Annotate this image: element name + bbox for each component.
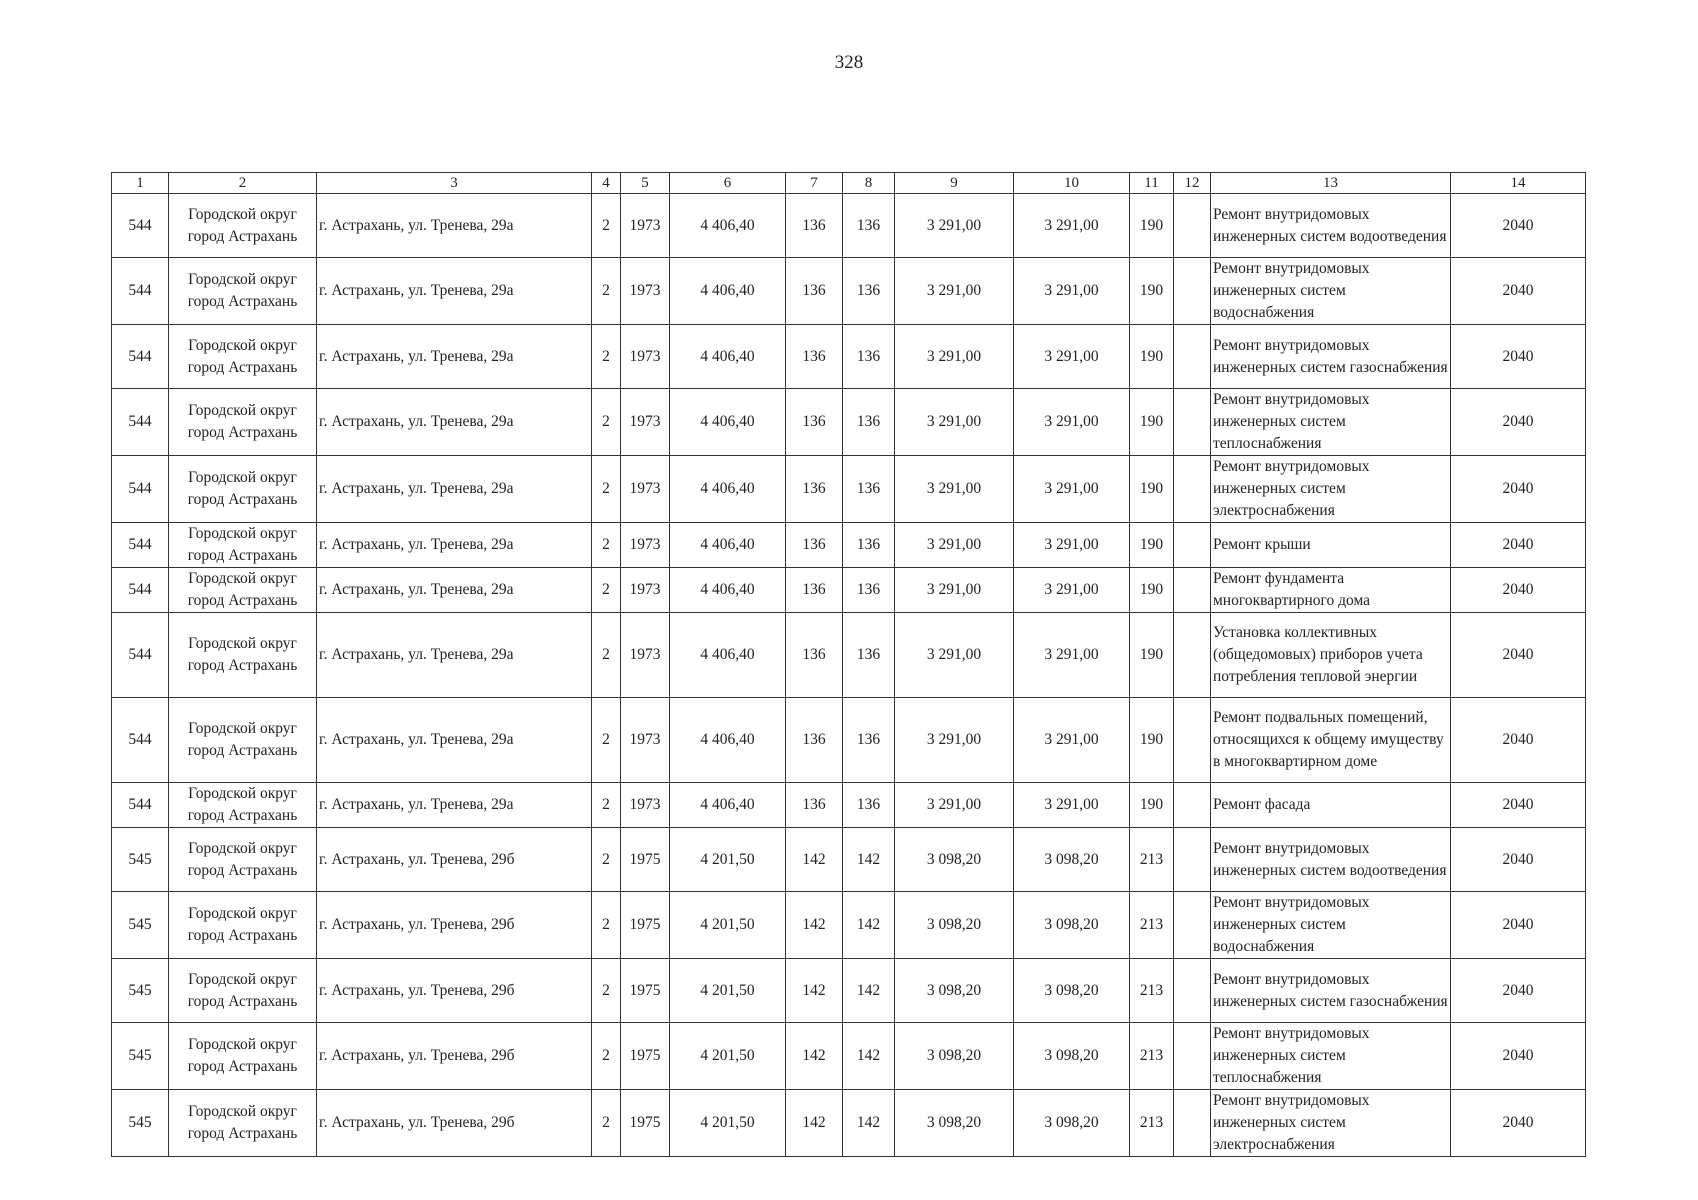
- col8-cell: 136: [843, 523, 895, 568]
- row-number-cell: 544: [112, 456, 169, 523]
- col11-cell: 213: [1130, 1023, 1174, 1090]
- address-cell: г. Астрахань, ул. Тренева, 29а: [317, 258, 592, 325]
- col12-cell: [1174, 194, 1211, 258]
- period-cell: 2040: [1451, 568, 1586, 613]
- period-cell: 2040: [1451, 698, 1586, 783]
- table-row: [112, 892, 1586, 959]
- col7-cell: 136: [786, 698, 843, 783]
- col11-cell: 190: [1130, 613, 1174, 698]
- floors-cell: 2: [592, 783, 621, 828]
- column-number-row: [112, 173, 1586, 194]
- col8-cell: 136: [843, 325, 895, 389]
- floors-cell: 2: [592, 959, 621, 1023]
- work-type-cell: Установка коллективных (общедомовых) приборов учета потребления тепловой энергии: [1211, 613, 1451, 698]
- period-cell: 2040: [1451, 613, 1586, 698]
- col9-cell: 3 291,00: [895, 698, 1014, 783]
- row-number-cell: 545: [112, 959, 169, 1023]
- municipality-cell: Городской округ город Астрахань: [169, 456, 317, 523]
- work-type-cell: Ремонт крыши: [1211, 523, 1451, 568]
- col7-cell: 136: [786, 258, 843, 325]
- col7-cell: 142: [786, 1090, 843, 1157]
- table-row: [112, 959, 1586, 1023]
- table-row: [112, 1090, 1586, 1157]
- column-header: 4: [592, 173, 621, 194]
- col9-cell: 3 291,00: [895, 194, 1014, 258]
- period-cell: 2040: [1451, 389, 1586, 456]
- work-type-cell: Ремонт внутридомовых инженерных систем электроснабжения: [1211, 456, 1451, 523]
- col10-cell: 3 291,00: [1014, 698, 1130, 783]
- work-type-cell: Ремонт внутридомовых инженерных систем водоснабжения: [1211, 258, 1451, 325]
- table-row: [112, 389, 1586, 456]
- col7-cell: 142: [786, 828, 843, 892]
- col8-cell: 142: [843, 959, 895, 1023]
- municipality-cell: Городской округ город Астрахань: [169, 325, 317, 389]
- col11-cell: 190: [1130, 194, 1174, 258]
- table-row: [112, 194, 1586, 258]
- work-type-cell: Ремонт внутридомовых инженерных систем теплоснабжения: [1211, 1023, 1451, 1090]
- address-cell: г. Астрахань, ул. Тренева, 29а: [317, 456, 592, 523]
- area-cell: 4 406,40: [670, 613, 786, 698]
- row-number-cell: 545: [112, 828, 169, 892]
- col10-cell: 3 098,20: [1014, 1090, 1130, 1157]
- period-cell: 2040: [1451, 325, 1586, 389]
- col12-cell: [1174, 698, 1211, 783]
- work-type-cell: Ремонт подвальных помещений, относящихся к общему имуществу в многоквартирном доме: [1211, 698, 1451, 783]
- work-type-cell: Ремонт внутридомовых инженерных систем водоотведения: [1211, 828, 1451, 892]
- address-cell: г. Астрахань, ул. Тренева, 29а: [317, 194, 592, 258]
- table-row: [112, 828, 1586, 892]
- col10-cell: 3 291,00: [1014, 194, 1130, 258]
- col10-cell: 3 291,00: [1014, 325, 1130, 389]
- column-header: 14: [1451, 173, 1586, 194]
- row-number-cell: 544: [112, 523, 169, 568]
- floors-cell: 2: [592, 523, 621, 568]
- row-number-cell: 544: [112, 783, 169, 828]
- col12-cell: [1174, 389, 1211, 456]
- col11-cell: 190: [1130, 698, 1174, 783]
- period-cell: 2040: [1451, 258, 1586, 325]
- address-cell: г. Астрахань, ул. Тренева, 29б: [317, 1023, 592, 1090]
- row-number-cell: 545: [112, 1090, 169, 1157]
- column-header: 1: [112, 173, 169, 194]
- year-cell: 1973: [621, 698, 670, 783]
- col9-cell: 3 291,00: [895, 783, 1014, 828]
- row-number-cell: 544: [112, 194, 169, 258]
- col10-cell: 3 291,00: [1014, 783, 1130, 828]
- col11-cell: 213: [1130, 892, 1174, 959]
- col7-cell: 136: [786, 194, 843, 258]
- work-type-cell: Ремонт внутридомовых инженерных систем газоснабжения: [1211, 325, 1451, 389]
- col9-cell: 3 291,00: [895, 325, 1014, 389]
- col8-cell: 136: [843, 698, 895, 783]
- col10-cell: 3 098,20: [1014, 1023, 1130, 1090]
- floors-cell: 2: [592, 613, 621, 698]
- address-cell: г. Астрахань, ул. Тренева, 29б: [317, 828, 592, 892]
- year-cell: 1973: [621, 568, 670, 613]
- year-cell: 1973: [621, 325, 670, 389]
- col11-cell: 190: [1130, 568, 1174, 613]
- municipality-cell: Городской округ город Астрахань: [169, 698, 317, 783]
- col8-cell: 136: [843, 568, 895, 613]
- table-row: [112, 698, 1586, 783]
- col12-cell: [1174, 523, 1211, 568]
- col10-cell: 3 291,00: [1014, 258, 1130, 325]
- col12-cell: [1174, 258, 1211, 325]
- col12-cell: [1174, 456, 1211, 523]
- year-cell: 1975: [621, 1023, 670, 1090]
- period-cell: 2040: [1451, 1023, 1586, 1090]
- col9-cell: 3 291,00: [895, 523, 1014, 568]
- area-cell: 4 406,40: [670, 783, 786, 828]
- col12-cell: [1174, 325, 1211, 389]
- year-cell: 1975: [621, 892, 670, 959]
- col10-cell: 3 098,20: [1014, 892, 1130, 959]
- table-row: [112, 456, 1586, 523]
- col11-cell: 190: [1130, 325, 1174, 389]
- col7-cell: 136: [786, 456, 843, 523]
- col9-cell: 3 098,20: [895, 1023, 1014, 1090]
- col7-cell: 136: [786, 523, 843, 568]
- address-cell: г. Астрахань, ул. Тренева, 29а: [317, 783, 592, 828]
- col10-cell: 3 098,20: [1014, 828, 1130, 892]
- address-cell: г. Астрахань, ул. Тренева, 29а: [317, 568, 592, 613]
- municipality-cell: Городской округ город Астрахань: [169, 568, 317, 613]
- work-type-cell: Ремонт фасада: [1211, 783, 1451, 828]
- col12-cell: [1174, 1023, 1211, 1090]
- floors-cell: 2: [592, 1090, 621, 1157]
- area-cell: 4 406,40: [670, 523, 786, 568]
- column-header: 5: [621, 173, 670, 194]
- period-cell: 2040: [1451, 1090, 1586, 1157]
- col9-cell: 3 098,20: [895, 892, 1014, 959]
- work-type-cell: Ремонт внутридомовых инженерных систем водоотведения: [1211, 194, 1451, 258]
- column-header: 13: [1211, 173, 1451, 194]
- col8-cell: 142: [843, 828, 895, 892]
- column-header: 7: [786, 173, 843, 194]
- area-cell: 4 406,40: [670, 456, 786, 523]
- municipality-cell: Городской округ город Астрахань: [169, 1090, 317, 1157]
- address-cell: г. Астрахань, ул. Тренева, 29а: [317, 523, 592, 568]
- col9-cell: 3 291,00: [895, 456, 1014, 523]
- row-number-cell: 544: [112, 568, 169, 613]
- col7-cell: 136: [786, 613, 843, 698]
- col8-cell: 142: [843, 892, 895, 959]
- period-cell: 2040: [1451, 892, 1586, 959]
- col7-cell: 136: [786, 389, 843, 456]
- col7-cell: 136: [786, 325, 843, 389]
- municipality-cell: Городской округ город Астрахань: [169, 389, 317, 456]
- table-row: [112, 523, 1586, 568]
- area-cell: 4 406,40: [670, 389, 786, 456]
- address-cell: г. Астрахань, ул. Тренева, 29а: [317, 613, 592, 698]
- area-cell: 4 406,40: [670, 258, 786, 325]
- floors-cell: 2: [592, 698, 621, 783]
- floors-cell: 2: [592, 892, 621, 959]
- row-number-cell: 544: [112, 389, 169, 456]
- col10-cell: 3 291,00: [1014, 523, 1130, 568]
- floors-cell: 2: [592, 828, 621, 892]
- area-cell: 4 201,50: [670, 1023, 786, 1090]
- area-cell: 4 201,50: [670, 1090, 786, 1157]
- period-cell: 2040: [1451, 194, 1586, 258]
- col12-cell: [1174, 783, 1211, 828]
- col12-cell: [1174, 959, 1211, 1023]
- col11-cell: 190: [1130, 523, 1174, 568]
- col11-cell: 213: [1130, 959, 1174, 1023]
- area-cell: 4 406,40: [670, 568, 786, 613]
- column-header: 12: [1174, 173, 1211, 194]
- municipality-cell: Городской округ город Астрахань: [169, 783, 317, 828]
- year-cell: 1975: [621, 1090, 670, 1157]
- col11-cell: 190: [1130, 389, 1174, 456]
- col10-cell: 3 098,20: [1014, 959, 1130, 1023]
- col7-cell: 142: [786, 1023, 843, 1090]
- municipality-cell: Городской округ город Астрахань: [169, 613, 317, 698]
- col9-cell: 3 291,00: [895, 568, 1014, 613]
- col10-cell: 3 291,00: [1014, 568, 1130, 613]
- period-cell: 2040: [1451, 828, 1586, 892]
- col10-cell: 3 291,00: [1014, 389, 1130, 456]
- address-cell: г. Астрахань, ул. Тренева, 29а: [317, 698, 592, 783]
- work-type-cell: Ремонт внутридомовых инженерных систем теплоснабжения: [1211, 389, 1451, 456]
- page-number: 328: [834, 52, 864, 73]
- column-header: 2: [169, 173, 317, 194]
- area-cell: 4 406,40: [670, 698, 786, 783]
- col8-cell: 136: [843, 258, 895, 325]
- floors-cell: 2: [592, 456, 621, 523]
- period-cell: 2040: [1451, 783, 1586, 828]
- table-row: [112, 325, 1586, 389]
- col9-cell: 3 291,00: [895, 613, 1014, 698]
- col12-cell: [1174, 1090, 1211, 1157]
- row-number-cell: 545: [112, 892, 169, 959]
- floors-cell: 2: [592, 568, 621, 613]
- period-cell: 2040: [1451, 523, 1586, 568]
- table-row: [112, 613, 1586, 698]
- area-cell: 4 201,50: [670, 959, 786, 1023]
- column-header: 11: [1130, 173, 1174, 194]
- col8-cell: 136: [843, 194, 895, 258]
- col11-cell: 190: [1130, 783, 1174, 828]
- table-row: [112, 568, 1586, 613]
- municipality-cell: Городской округ город Астрахань: [169, 194, 317, 258]
- table-row: [112, 1023, 1586, 1090]
- col9-cell: 3 098,20: [895, 959, 1014, 1023]
- col12-cell: [1174, 892, 1211, 959]
- col12-cell: [1174, 568, 1211, 613]
- work-type-cell: Ремонт внутридомовых инженерных систем газоснабжения: [1211, 959, 1451, 1023]
- floors-cell: 2: [592, 1023, 621, 1090]
- column-header: 10: [1014, 173, 1130, 194]
- floors-cell: 2: [592, 389, 621, 456]
- year-cell: 1973: [621, 456, 670, 523]
- col9-cell: 3 098,20: [895, 1090, 1014, 1157]
- year-cell: 1973: [621, 389, 670, 456]
- row-number-cell: 544: [112, 325, 169, 389]
- period-cell: 2040: [1451, 456, 1586, 523]
- year-cell: 1973: [621, 258, 670, 325]
- year-cell: 1973: [621, 613, 670, 698]
- floors-cell: 2: [592, 325, 621, 389]
- year-cell: 1975: [621, 828, 670, 892]
- row-number-cell: 544: [112, 258, 169, 325]
- work-type-cell: Ремонт внутридомовых инженерных систем водоснабжения: [1211, 892, 1451, 959]
- col7-cell: 142: [786, 892, 843, 959]
- year-cell: 1973: [621, 194, 670, 258]
- municipality-cell: Городской округ город Астрахань: [169, 828, 317, 892]
- col12-cell: [1174, 828, 1211, 892]
- address-cell: г. Астрахань, ул. Тренева, 29б: [317, 959, 592, 1023]
- col11-cell: 213: [1130, 828, 1174, 892]
- column-header: 6: [670, 173, 786, 194]
- row-number-cell: 544: [112, 613, 169, 698]
- col9-cell: 3 291,00: [895, 389, 1014, 456]
- col8-cell: 136: [843, 456, 895, 523]
- column-header: 8: [843, 173, 895, 194]
- col11-cell: 190: [1130, 456, 1174, 523]
- col8-cell: 142: [843, 1023, 895, 1090]
- address-cell: г. Астрахань, ул. Тренева, 29б: [317, 1090, 592, 1157]
- col7-cell: 136: [786, 783, 843, 828]
- col12-cell: [1174, 613, 1211, 698]
- area-cell: 4 201,50: [670, 892, 786, 959]
- address-cell: г. Астрахань, ул. Тренева, 29б: [317, 892, 592, 959]
- table-body: [112, 194, 1586, 1157]
- floors-cell: 2: [592, 194, 621, 258]
- address-cell: г. Астрахань, ул. Тренева, 29а: [317, 389, 592, 456]
- municipality-cell: Городской округ город Астрахань: [169, 1023, 317, 1090]
- area-cell: 4 406,40: [670, 194, 786, 258]
- row-number-cell: 544: [112, 698, 169, 783]
- col8-cell: 136: [843, 613, 895, 698]
- year-cell: 1975: [621, 959, 670, 1023]
- col11-cell: 213: [1130, 1090, 1174, 1157]
- work-type-cell: Ремонт фундамента многоквартирного дома: [1211, 568, 1451, 613]
- period-cell: 2040: [1451, 959, 1586, 1023]
- table-row: [112, 258, 1586, 325]
- work-type-cell: Ремонт внутридомовых инженерных систем электроснабжения: [1211, 1090, 1451, 1157]
- col9-cell: 3 291,00: [895, 258, 1014, 325]
- area-cell: 4 406,40: [670, 325, 786, 389]
- year-cell: 1973: [621, 783, 670, 828]
- capital-repair-table: [111, 172, 1586, 1157]
- col8-cell: 136: [843, 389, 895, 456]
- col8-cell: 142: [843, 1090, 895, 1157]
- column-header: 9: [895, 173, 1014, 194]
- floors-cell: 2: [592, 258, 621, 325]
- col7-cell: 142: [786, 959, 843, 1023]
- row-number-cell: 545: [112, 1023, 169, 1090]
- col11-cell: 190: [1130, 258, 1174, 325]
- year-cell: 1973: [621, 523, 670, 568]
- col10-cell: 3 291,00: [1014, 613, 1130, 698]
- area-cell: 4 201,50: [670, 828, 786, 892]
- address-cell: г. Астрахань, ул. Тренева, 29а: [317, 325, 592, 389]
- municipality-cell: Городской округ город Астрахань: [169, 258, 317, 325]
- municipality-cell: Городской округ город Астрахань: [169, 523, 317, 568]
- col10-cell: 3 291,00: [1014, 456, 1130, 523]
- col7-cell: 136: [786, 568, 843, 613]
- table-row: [112, 783, 1586, 828]
- municipality-cell: Городской округ город Астрахань: [169, 892, 317, 959]
- col8-cell: 136: [843, 783, 895, 828]
- col9-cell: 3 098,20: [895, 828, 1014, 892]
- municipality-cell: Городской округ город Астрахань: [169, 959, 317, 1023]
- column-header: 3: [317, 173, 592, 194]
